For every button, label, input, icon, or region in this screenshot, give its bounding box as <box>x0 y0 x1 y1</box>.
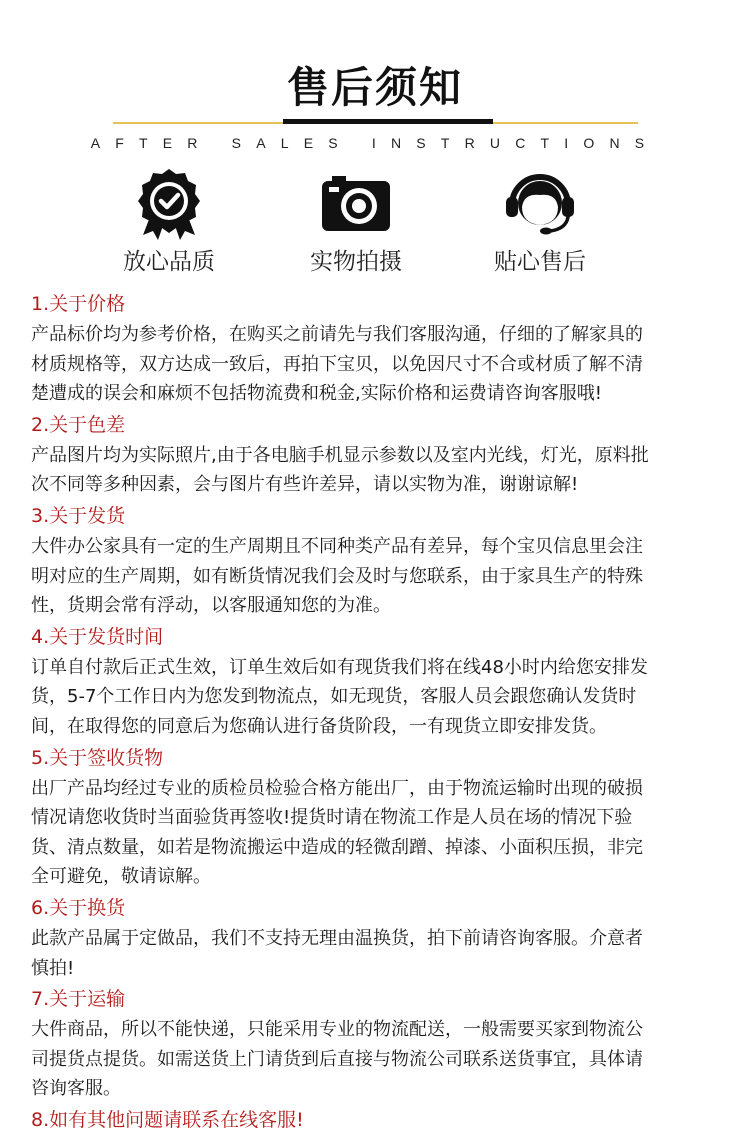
section-heading: 4.关于发货时间 <box>31 625 164 648</box>
body-line: 此款产品属于定做品，我们不支持无理由温换货，拍下前请咨询客服。介意者 <box>31 927 643 949</box>
title-divider-black <box>283 119 493 124</box>
page-header <box>0 0 750 160</box>
section-contact <box>31 1104 721 1136</box>
body-line: 货、清点数量，如若是物流搬运中造成的轻微刮蹭、掉漆、小面积压损，非完 <box>31 836 643 858</box>
camera-icon <box>316 165 396 245</box>
section-body <box>31 774 721 892</box>
feature-label: 贴心售后 <box>494 249 586 275</box>
section-shipping-time <box>31 621 721 742</box>
body-line: 订单自付款后正式生效，订单生效后如有现货我们将在线48小时内给您安排发 <box>31 656 648 678</box>
section-body <box>31 532 721 621</box>
section-transport <box>31 983 721 1104</box>
body-line: 产品标价均为参考价格，在购买之前请先与我们客服沟通，仔细的了解家具的 <box>31 324 643 345</box>
instructions-list <box>31 288 721 1136</box>
section-receipt <box>31 742 721 892</box>
section-exchange <box>31 892 721 983</box>
section-body <box>31 441 721 500</box>
body-line: 全可避免，敬请谅解。 <box>31 866 211 888</box>
feature-label: 实物拍摄 <box>310 249 402 275</box>
body-line: 咨询客服。 <box>31 1078 121 1100</box>
section-heading: 3.关于发货 <box>31 504 126 527</box>
body-line: 次不同等多种因素，会与图片有些许差异，请以实物为准，谢谢谅解! <box>31 474 579 496</box>
section-shipping <box>31 500 721 621</box>
feature-real-photo <box>256 165 456 280</box>
body-line: 情况请您收货时当面验货再签收!提货时请在物流工作是人员在场的情况下验 <box>31 807 633 829</box>
section-color <box>31 409 721 500</box>
badge-check-icon <box>129 165 209 245</box>
section-heading: 8.如有其他问题请联系在线客服! <box>31 1108 304 1131</box>
section-body <box>31 924 721 983</box>
section-body <box>31 1015 721 1104</box>
body-line: 货，5-7个工作日内为您发到物流点，如无现货，客服人员会跟您确认发货时 <box>31 686 637 708</box>
body-line: 大件商品，所以不能快递，只能采用专业的物流配送，一般需要买家到物流公 <box>31 1019 643 1041</box>
section-heading: 1.关于价格 <box>31 293 126 315</box>
section-body <box>31 320 721 409</box>
headset-icon <box>500 165 580 245</box>
body-line: 楚遭成的误会和麻烦不包括物流费和税金,实际价格和运费请咨询客服哦! <box>31 383 602 405</box>
section-heading: 7.关于运输 <box>31 988 126 1011</box>
body-line: 产品图片均为实际照片,由于各电脑手机显示参数以及室内光线，灯光，原料批 <box>31 444 649 466</box>
body-line: 间，在取得您的同意后为您确认进行备货阶段，一有现货立即安排发货。 <box>31 715 607 737</box>
feature-label: 放心品质 <box>123 249 215 275</box>
section-body <box>31 653 721 742</box>
section-price <box>31 288 721 409</box>
body-line: 司提货点提货。如需送货上门请货到后直接与物流公司联系送货事宜，具体请 <box>31 1048 643 1070</box>
section-heading: 2.关于色差 <box>31 413 126 436</box>
feature-after-sales <box>440 165 640 280</box>
body-line: 明对应的生产周期，如有断货情况我们会及时与您联系，由于家具生产的特殊 <box>31 565 643 587</box>
section-heading: 6.关于换货 <box>31 896 126 919</box>
feature-quality <box>69 165 269 280</box>
page-title: 售后须知 <box>286 63 463 112</box>
body-line: 材质规格等，双方达成一致后，再拍下宝贝，以免因尺寸不合或材质了解不清 <box>31 353 643 375</box>
body-line: 出厂产品均经过专业的质检员检验合格方能出厂，由于物流运输时出现的破损 <box>31 777 643 799</box>
body-line: 慎拍! <box>31 957 75 979</box>
page-subtitle: AFTER SALES INSTRUCTIONS <box>90 135 660 151</box>
body-line: 性，货期会常有浮动，以客服通知您的为准。 <box>31 595 391 617</box>
body-line: 大件办公家具有一定的生产周期且不同种类产品有差异，每个宝贝信息里会注 <box>31 535 643 557</box>
section-heading: 5.关于签收货物 <box>31 746 164 769</box>
